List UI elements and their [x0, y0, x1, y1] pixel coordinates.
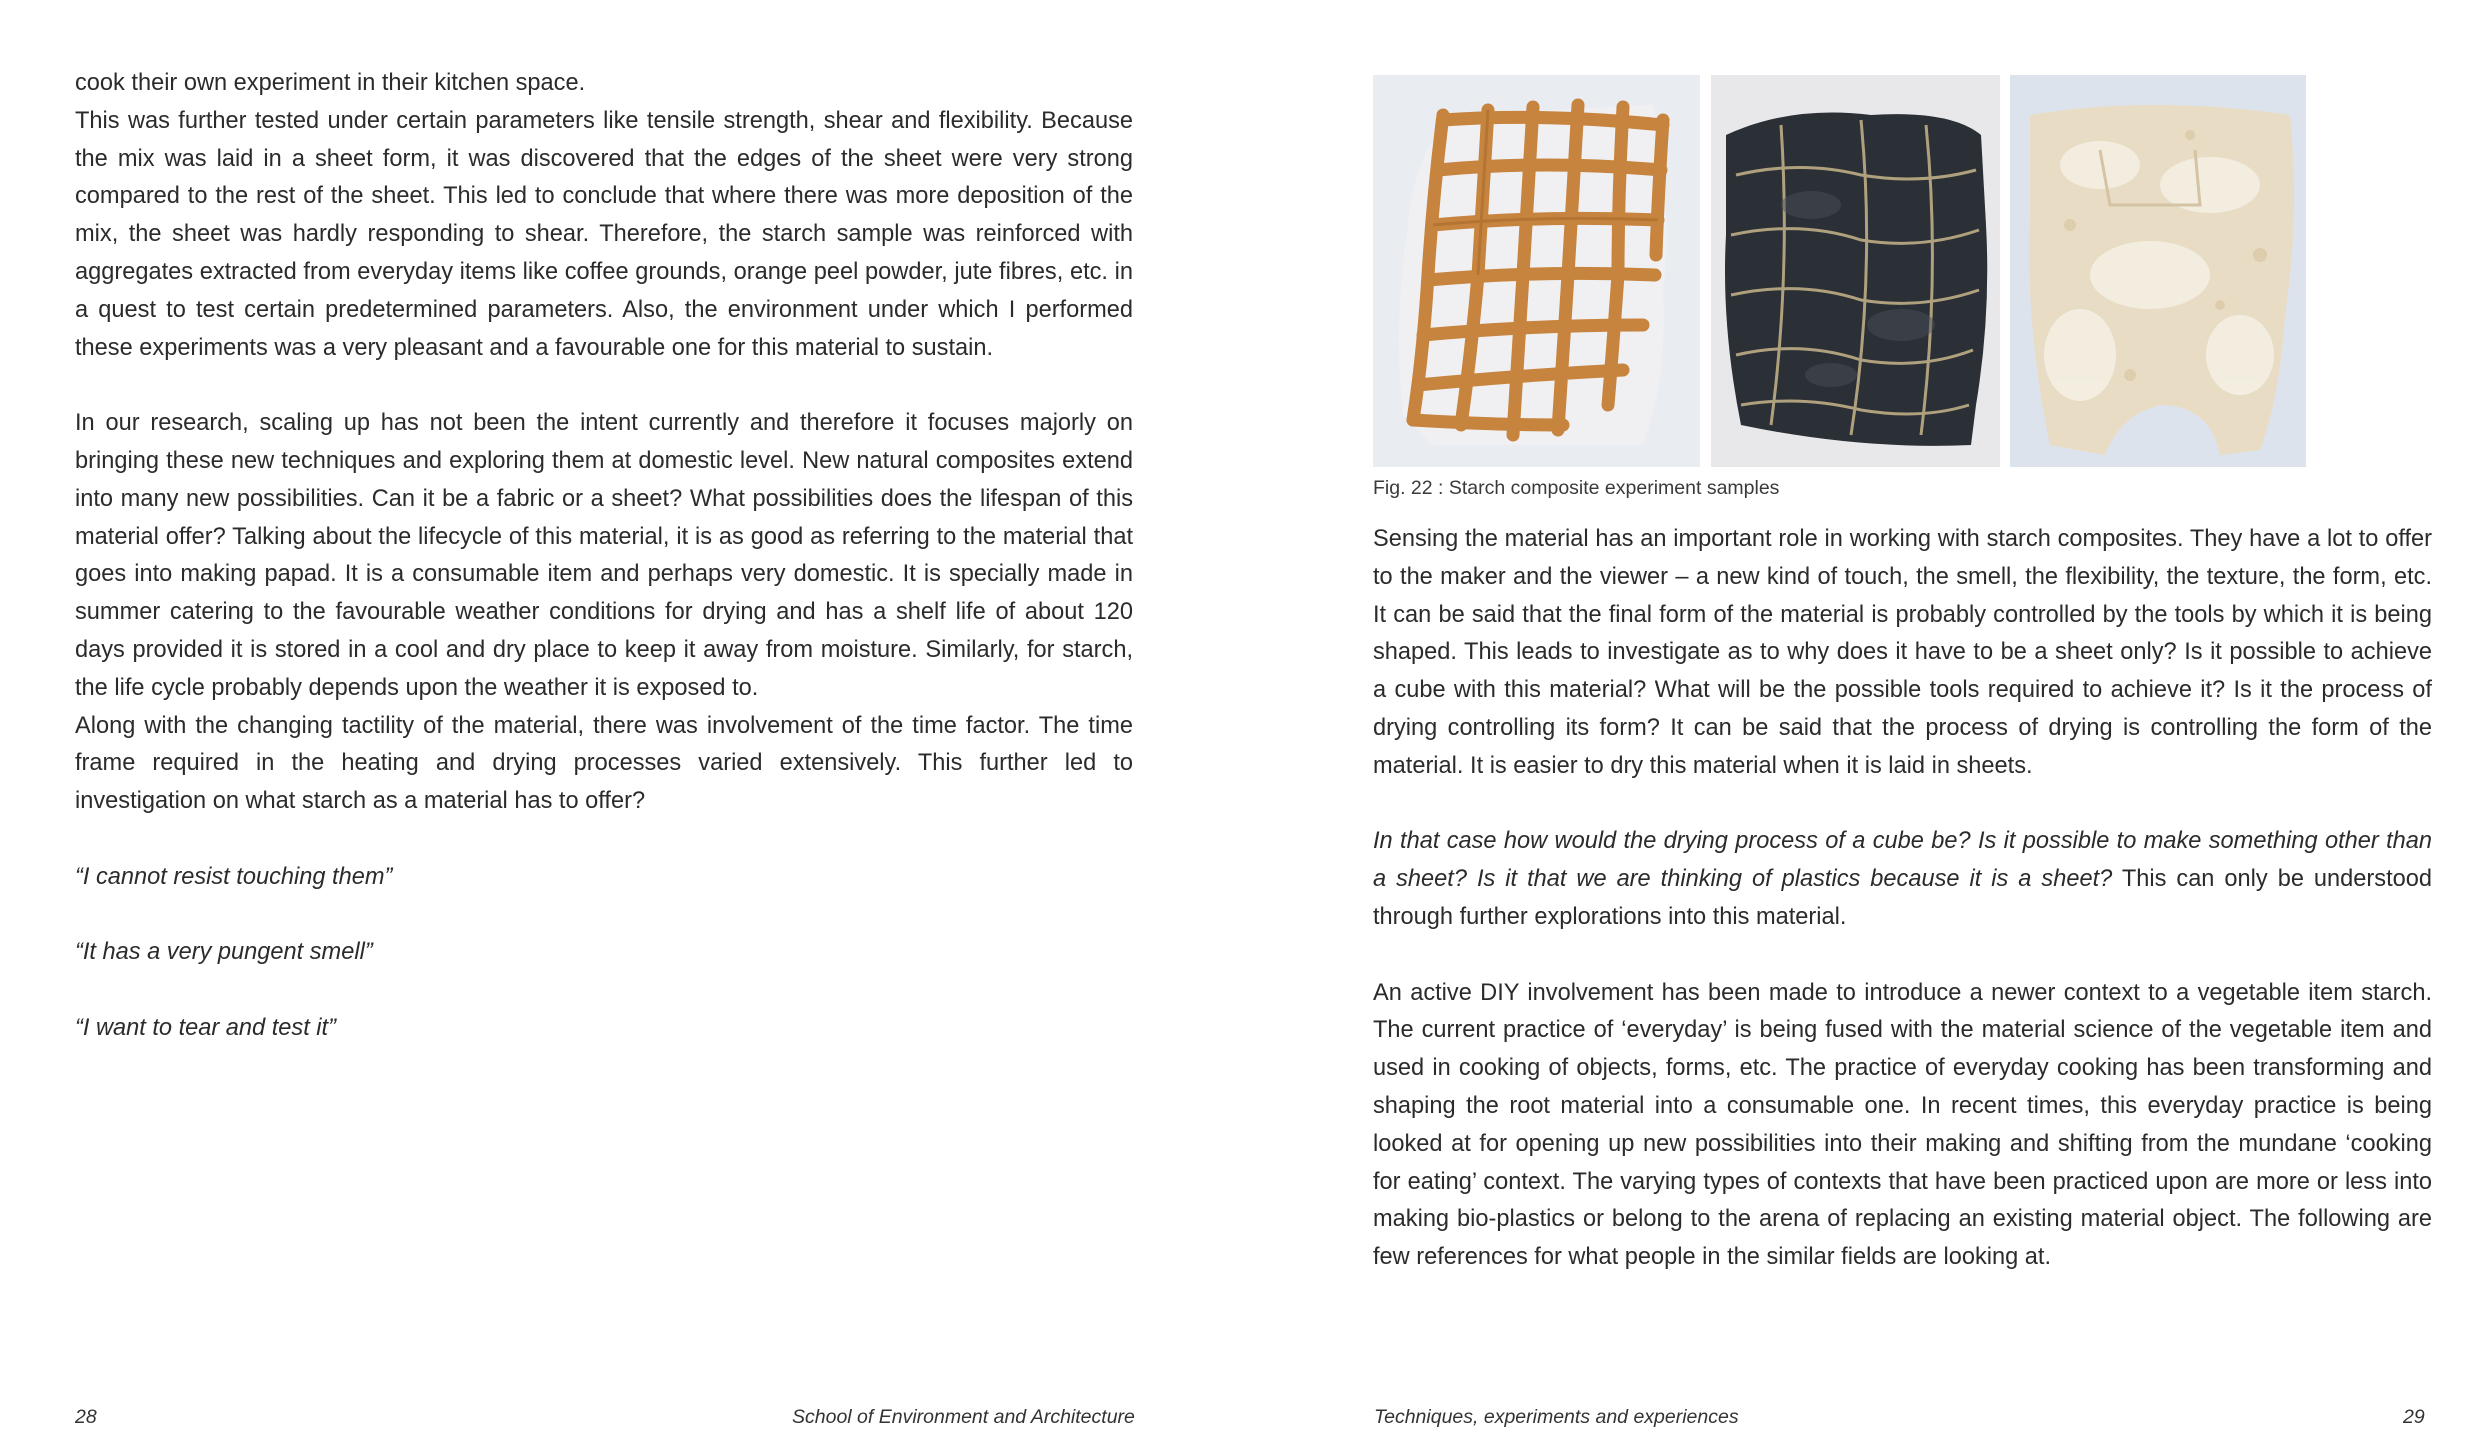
italic-question: In that case how would the drying process of a cube be? Is it possible to make something other than a sheet? Is it that we are thinking of plastics because it is a sheet?	[1373, 828, 2432, 893]
paragraph: In our research, scaling up has not been the intent currently and therefore it focuses majorly on bringing these new techniques and exploring them at domestic level. New natural composites extend into many new possibilities. Can it be a fabric or a sheet? What possibilities does the lifespan of this material offer? Talking about the lifecycle of this material, it is as good as referring to the material that goes into making papad. It is a consumable item and perhaps very domestic. It is specially made in summer catering to the favourable weather conditions for drying and has a shelf life of about 120 days provided it is stored in a cool and dry place to keep it away from moisture. Similarly, for starch, the life cycle probably depends upon the weather it is exposed to.	[75, 410, 1133, 701]
quote: “I want to tear and test it”	[75, 1014, 336, 1041]
page-number-right: 29	[2403, 1406, 2425, 1428]
figure-caption: Fig. 22 : Starch composite experiment samples	[1373, 477, 1780, 499]
running-title-right: Techniques, experiments and experiences	[1374, 1406, 1739, 1428]
dark-starch-sample-photo	[1711, 75, 2000, 467]
left-body-text	[75, 65, 1133, 1048]
right-page	[1240, 0, 2481, 1447]
paragraph: An active DIY involvement has been made to introduce a newer context to a vegetable item starch. The current practice of ‘everyday’ is being fused with the material science of the vegetable item and used in cooking of objects, forms, etc. The practice of everyday cooking has been transforming and shaping the root material into a consumable one. In recent times, this everyday practice is being looked at for opening up new possibilities into their making and shifting from the mundane ‘cooking for eating’ context. The varying types of contexts that have been practiced upon are more or less into making bio-plastics or belong to the arena of replacing an existing material object. The following are few references for what people in the similar fields are looking at.	[1373, 979, 2432, 1271]
paragraph: This was further tested under certain parameters like tensile strength, shear and flexibility. Because the mix was laid in a sheet form, it was discovered that the edges of the sheet were very strong compared to the rest of the sheet. This led to conclude that where there was more deposition of the mix, the sheet was hardly responding to shear. Therefore, the starch sample was reinforced with aggregates extracted from everyday items like coffee grounds, orange peel powder, jute fibres, etc. in a quest to test certain predetermined parameters. Also, the environment under which I performed these experiments was a very pleasant and a favourable one for this material to sustain.	[75, 107, 1133, 361]
paragraph: cook their own experiment in their kitchen space.	[75, 70, 586, 96]
quote: “I cannot resist touching them”	[75, 863, 393, 890]
paragraph-continuation: This can only be understood through further explorations into this material.	[1373, 866, 2432, 930]
paragraph	[1373, 823, 2432, 936]
quote: “It has a very pungent smell”	[75, 939, 373, 966]
paragraph: Along with the changing tactility of the material, there was involvement of the time factor. The time frame required in the heating and drying processes varied extensively. This further led to investigation on what starch as a material has to offer?	[75, 712, 1133, 815]
right-body-text	[1373, 521, 2432, 1277]
left-page	[0, 0, 1240, 1447]
running-title-left: School of Environment and Architecture	[792, 1406, 1135, 1428]
light-starch-sample-photo	[2010, 75, 2306, 467]
paragraph: Sensing the material has an important role in working with starch composites. They have a lot to offer to the maker and the viewer – a new kind of touch, the smell, the flexibility, the texture, the form, etc. It can be said that the final form of the material is probably controlled by the tools by which it is being shaped. This leads to investigate as to why does it have to be a sheet only? Is it possible to achieve a cube with this material? What will be the possible tools required to achieve it? Is it the process of drying controlling its form? It can be said that the process of drying is controlling the form of the material. It is easier to dry this material when it is laid in sheets.	[1373, 526, 2432, 779]
page-number-left: 28	[75, 1406, 97, 1428]
grid-starch-sample-photo	[1373, 75, 1700, 467]
